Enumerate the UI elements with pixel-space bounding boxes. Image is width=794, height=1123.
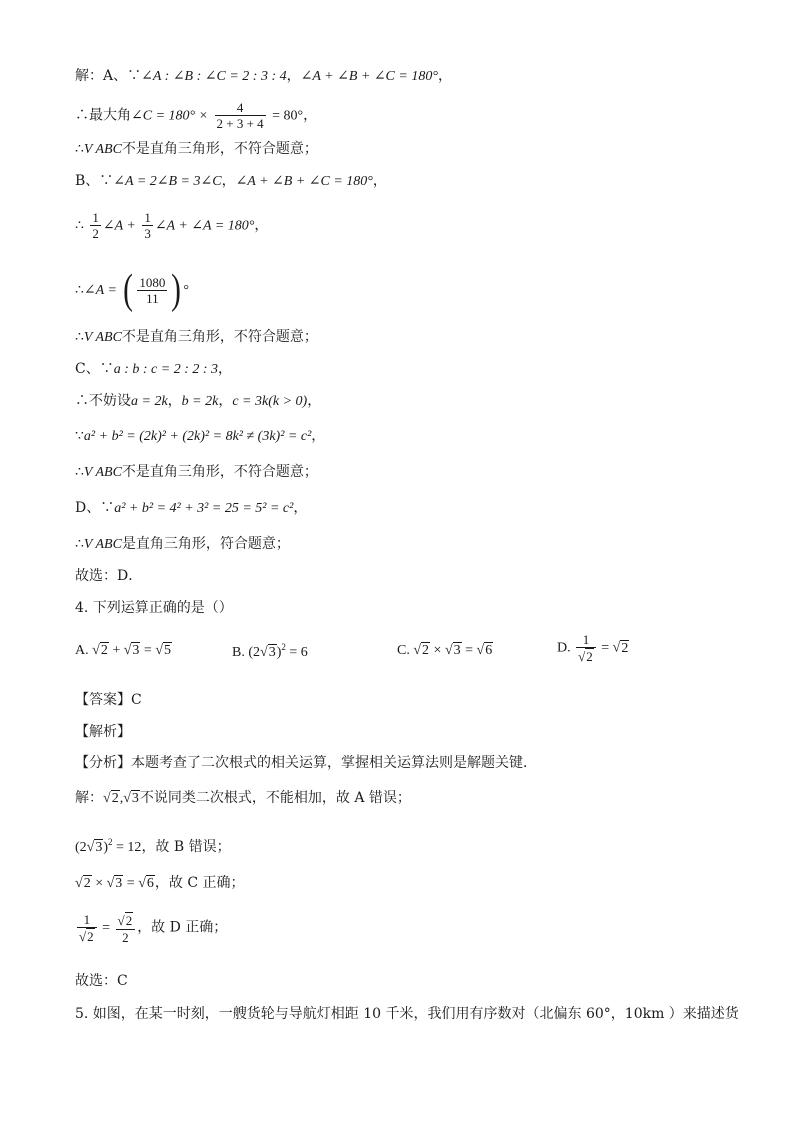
solution-c-line-2: ∴不妨设a = 2k，b = 2k，c = 3k(k > 0)， xyxy=(75,393,322,409)
fraction: $\frac{1}{√2}$ xyxy=(77,912,97,945)
option-d: D. $\frac{1}{√2}$ = √2 xyxy=(557,632,629,664)
choice-line: 故选：D． xyxy=(75,568,143,584)
solution-b-line-3: ∴∠A = ( $\frac{1080}{11}$ ) ° xyxy=(75,267,189,313)
fraction: $\frac{1}{3}$ xyxy=(144,210,151,241)
triangle-symbol: V ABC xyxy=(83,142,122,157)
option-c: C. √2 × √3 = √6 xyxy=(397,643,493,658)
fraction: $\frac{√2}{2}$ xyxy=(116,912,136,945)
solution-d-line-1: D、∵a² + b² = 4² + 3² = 25 = 5² = c²， xyxy=(75,500,308,516)
fraction: $\frac{1080}{11}$ xyxy=(139,274,166,306)
solution-b-line-2: ∴ $\frac{1}{2}$ ∠A + $\frac{1}{3}$ ∠A + ∠A = 180°， xyxy=(75,210,269,241)
option-b: B. $(2√3)^2 = 6$ xyxy=(232,642,308,660)
analysis-title: 【解析】 xyxy=(75,724,131,740)
option-a: A. √2 + √3 = √5 xyxy=(75,643,171,658)
solution-4-line-1: 解：√2,√3不说同类二次根式，不能相加，故 A 错误； xyxy=(75,790,411,806)
solution-4-line-4: $\frac{1}{√2}$ = $\frac{√2}{2}$ ，故 D 正确； xyxy=(79,912,228,945)
solution-d-line-2: ∴V ABC是直角三角形，符合题意； xyxy=(75,536,290,552)
angle-sum: ∠A + ∠B + ∠C = 180° xyxy=(300,69,438,84)
solution-b-line-4: ∴V ABC不是直角三角形，不符合题意； xyxy=(75,329,318,345)
question-4-stem: 4. 下列运算正确的是（） xyxy=(75,600,233,616)
analysis-text: 【分析】本题考查了二次根式的相关运算，掌握相关运算法则是解题关键． xyxy=(75,755,537,771)
solution-a-line-2: ∴最大角∠C = 180° × $\frac{4}{2 + 3 + 4}$ = 80°， xyxy=(75,100,318,131)
fraction: $\frac{1}{2}$ xyxy=(92,210,99,241)
choice-line: 故选：C xyxy=(75,973,128,989)
question-5-stem: 5. 如图，在某一时刻，一艘货轮与导航灯相距 10 千米，我们用有序数对（北偏东 60°，10km ）来描述货 xyxy=(75,1006,739,1022)
solution-a-line-1: 解：A、∵∠A : ∠B : ∠C = 2 : 3 : 4，∠A + ∠B + ∠C = 180°， xyxy=(75,68,452,84)
angle-ratio: ∠A : ∠B : ∠C = 2 : 3 : 4 xyxy=(141,69,287,84)
solution-b-line-1: B、∵∠A = 2∠B = 3∠C，∠A + ∠B + ∠C = 180°， xyxy=(75,173,387,189)
solution-4-line-3: √2 × √3 = √6，故 C 正确； xyxy=(75,875,245,891)
fraction: $\frac{4}{2 + 3 + 4}$ xyxy=(216,100,264,131)
solution-c-line-1: C、∵a : b : c = 2 : 2 : 3， xyxy=(75,361,233,377)
solution-c-line-3: ∵a² + b² = (2k)² + (2k)² = 8k² ≠ (3k)² = c²， xyxy=(75,428,326,444)
solution-c-line-4: ∴V ABC不是直角三角形，不符合题意； xyxy=(75,464,318,480)
answer-label: 【答案】C xyxy=(75,692,142,708)
solution-a-line-3: ∴V ABC不是直角三角形，不符合题意； xyxy=(75,141,318,157)
fraction: $\frac{1}{√2}$ xyxy=(576,632,596,665)
solution-4-line-2: $(2√3)^2 = 12$，故 B 错误； xyxy=(75,837,231,855)
